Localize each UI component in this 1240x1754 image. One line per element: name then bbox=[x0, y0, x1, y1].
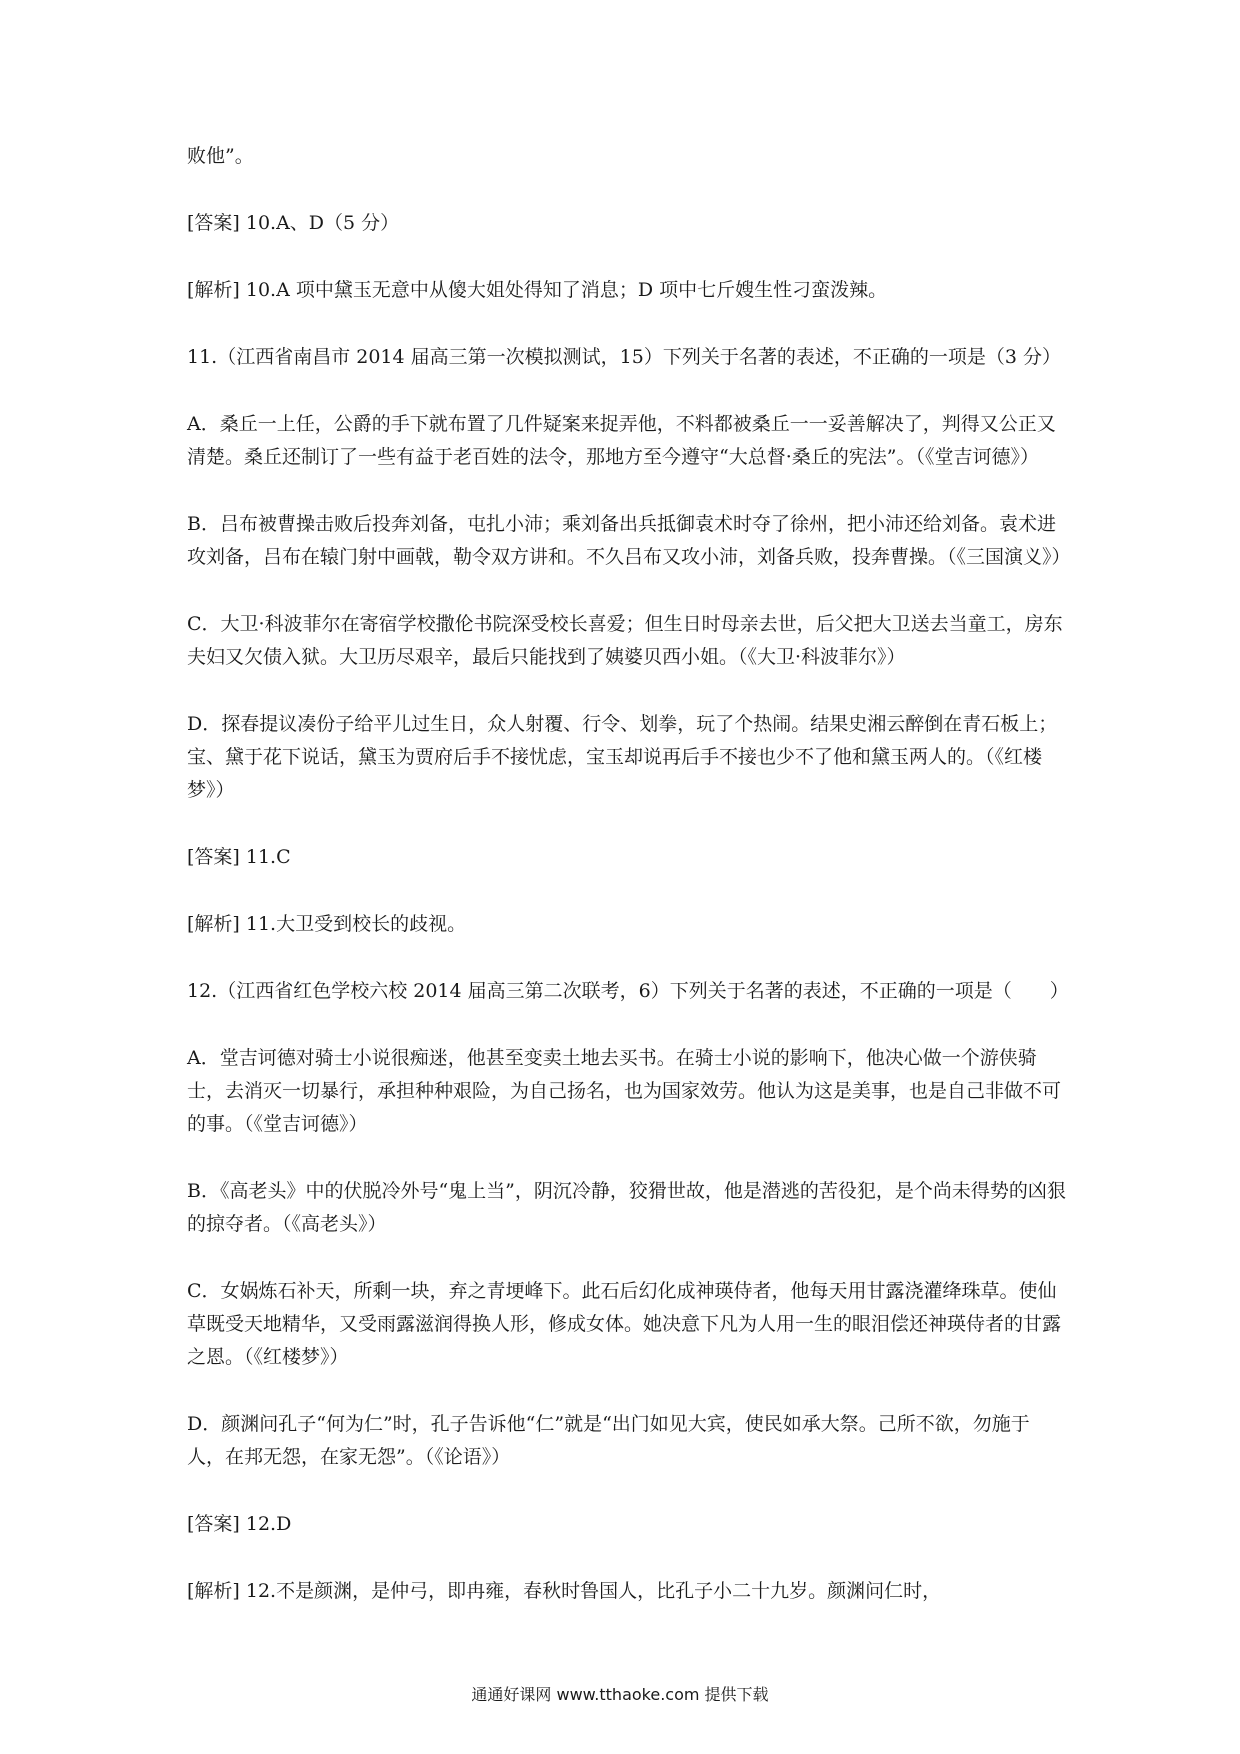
answer-12: [答案] 12.D bbox=[187, 1513, 292, 1535]
question-12-option-a: A．堂吉诃德对骑士小说很痴迷，他甚至变卖土地去买书。在骑士小说的影响下，他决心做一个游侠骑士，去消灭一切暴行，承担种种艰险，为自己扬名，也为国家效劳。他认为这是美事，也是自己非做不可的事。（《堂吉诃德》） bbox=[187, 1047, 1062, 1135]
question-12-option-c: C．女娲炼石补天，所剩一块，弃之青埂峰下。此石后幻化成神瑛侍者，他每天用甘露浇灌绛珠草。使仙草既受天地精华，又受雨露滋润得换人形，修成女体。她决意下凡为人用一生的眼泪偿还神瑛侍者的甘露之恩。（《红楼梦》） bbox=[187, 1280, 1062, 1368]
question-11-option-c: C．大卫·科波菲尔在寄宿学校撒伦书院深受校长喜爱；但生日时母亲去世，后父把大卫送去当童工，房东夫妇又欠债入狱。大卫历尽艰辛，最后只能找到了姨婆贝西小姐。（《大卫·科波菲尔》） bbox=[187, 613, 1063, 668]
question-12-option-b: B．《高老头》中的伏脱冷外号“鬼上当”，阴沉冷静，狡猾世故，他是潜逃的苦役犯，是个尚未得势的凶狠的掠夺者。（《高老头》） bbox=[187, 1180, 1066, 1235]
question-11-option-a: A．桑丘一上任，公爵的手下就布置了几件疑案来捉弄他，不料都被桑丘一一妥善解决了，判得又公正又清楚。桑丘还制订了一些有益于老百姓的法令，那地方至今遵守“大总督·桑丘的宪法”。（《堂吉诃德》） bbox=[187, 413, 1056, 468]
explanation-11: [解析] 11.大卫受到校长的歧视。 bbox=[187, 913, 467, 935]
document-body bbox=[187, 140, 1071, 1642]
question-12-option-d: D．颜渊问孔子“何为仁”时，孔子告诉他“仁”就是“出门如见大宾，使民如承大祭。己所不欲，勿施于人，在邦无怨，在家无怨”。（《论语》） bbox=[187, 1413, 1030, 1468]
answer-10: [答案] 10.A、D（5 分） bbox=[187, 212, 400, 234]
question-11-option-b: B．吕布被曹操击败后投奔刘备，屯扎小沛；乘刘备出兵抵御袁术时夺了徐州，把小沛还给刘备。袁术进攻刘备，吕布在辕门射中画戟，勒令双方讲和。不久吕布又攻小沛，刘备兵败，投奔曹操。（《三国演义》） bbox=[187, 513, 1071, 568]
question-12: 12.（江西省红色学校六校 2014 届高三第二次联考，6）下列关于名著的表述，不正确的一项是（ ） bbox=[187, 980, 1069, 1002]
explanation-12: [解析] 12.不是颜渊，是仲弓，即冉雍，春秋时鲁国人，比孔子小二十九岁。颜渊问仁时， bbox=[187, 1580, 942, 1602]
question-11-option-d: D．探春提议凑份子给平儿过生日，众人射覆、行令、划拳，玩了个热闹。结果史湘云醉倒在青石板上；宝、黛于花下说话，黛玉为贾府后手不接忧虑，宝玉却说再后手不接也少不了他和黛玉两人的。（《红楼梦》） bbox=[187, 713, 1058, 801]
paragraph-continuation: 败他”。 bbox=[187, 145, 254, 167]
question-11: 11.（江西省南昌市 2014 届高三第一次模拟测试，15）下列关于名著的表述，不正确的一项是（3 分） bbox=[187, 346, 1061, 368]
page-footer: 通通好课网 www.tthaoke.com 提供下载 bbox=[471, 1685, 769, 1704]
answer-11: [答案] 11.C bbox=[187, 846, 291, 868]
explanation-10: [解析] 10.A 项中黛玉无意中从傻大姐处得知了消息；D 项中七斤嫂生性刁蛮泼辣。 bbox=[187, 279, 888, 301]
